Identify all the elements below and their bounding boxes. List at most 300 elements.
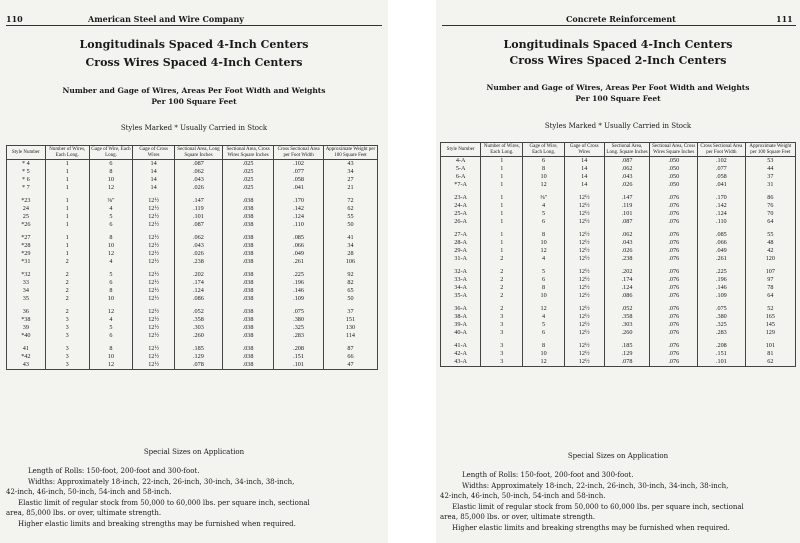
col-header: Gage of Wire, Each Long. [523, 143, 565, 157]
table-cell: 1 [45, 168, 89, 176]
table-row [7, 287, 378, 295]
table-cell: 31 [745, 181, 795, 189]
table-cell: 1 [481, 231, 523, 239]
table-cell: 3 [481, 329, 523, 337]
table-cell: 12½ [133, 295, 175, 303]
table-cell: .076 [650, 276, 698, 284]
table-cell: 14 [564, 181, 604, 189]
table-cell: 12½ [564, 350, 604, 358]
table-cell: 47 [323, 361, 377, 370]
table-cell: 8 [89, 234, 133, 242]
table-cell: .170 [274, 197, 324, 205]
table-cell: 6 [523, 157, 565, 166]
table-cell: .261 [698, 255, 746, 263]
table-cell: 107 [745, 268, 795, 276]
table-cell: 1 [481, 157, 523, 166]
table-cell: .076 [650, 313, 698, 321]
table-cell: 37 [323, 308, 377, 316]
table-cell: 1 [481, 247, 523, 255]
table-cell: 10 [523, 292, 565, 300]
table-row [7, 197, 378, 205]
right-page [436, 0, 800, 543]
table-cell: .041 [274, 184, 324, 192]
table-cell: 14 [133, 168, 175, 176]
table-cell: .109 [274, 295, 324, 303]
table-row [441, 247, 796, 255]
table-cell: .026 [175, 184, 223, 192]
table-cell: 55 [323, 213, 377, 221]
table-cell: .124 [175, 287, 223, 295]
table-cell: 5 [89, 213, 133, 221]
table-row [441, 350, 796, 358]
table-cell: .062 [604, 165, 650, 173]
wire-table [440, 142, 796, 367]
table-row [7, 184, 378, 192]
table-cell: 8 [89, 345, 133, 353]
table-cell: *26 [7, 221, 46, 229]
table-cell: 2 [45, 258, 89, 266]
table-cell: 6 [89, 279, 133, 287]
page-number: 111 [776, 14, 793, 24]
table-cell: 43-A [441, 358, 481, 367]
table-cell: 41 [7, 345, 46, 353]
table-cell: 26-A [441, 218, 481, 226]
table-cell: .038 [222, 279, 273, 287]
table-cell: 44 [745, 165, 795, 173]
table-cell: *31 [7, 258, 46, 266]
table-cell: 12½ [564, 255, 604, 263]
table-cell: 4 [523, 313, 565, 321]
table-cell: 43 [323, 160, 377, 169]
table-cell: .050 [650, 165, 698, 173]
table-cell: 1 [45, 213, 89, 221]
table-cell: .146 [274, 287, 324, 295]
note-higher: Higher elastic limits and breaking strengths may be furnished when required. [452, 523, 730, 532]
table-cell: 39-A [441, 321, 481, 329]
table-cell: *27 [7, 234, 46, 242]
col-header: Sectional Area, Cross Wires Square Inches [650, 143, 698, 157]
table-cell: 4 [89, 316, 133, 324]
table-cell: .303 [175, 324, 223, 332]
table-cell: 29-A [441, 247, 481, 255]
table-header-row [7, 146, 378, 160]
table-cell: *23 [7, 197, 46, 205]
table-cell: 39 [7, 324, 46, 332]
table-cell: 3 [45, 324, 89, 332]
table-cell: 12½ [564, 194, 604, 202]
col-header: Sectional Area, Long Square Inches [175, 146, 223, 160]
table-cell: 14 [133, 176, 175, 184]
table-cell: .026 [175, 250, 223, 258]
table-row [441, 231, 796, 239]
table-cell: .025 [222, 184, 273, 192]
running-head: Concrete Reinforcement [566, 14, 676, 24]
table-cell: .358 [604, 313, 650, 321]
table-cell: 34 [323, 242, 377, 250]
table-cell: 92 [323, 271, 377, 279]
table-cell: .038 [222, 353, 273, 361]
col-header: Sectional Area, Cross Wires Square Inches [222, 146, 273, 160]
table-cell: 62 [323, 205, 377, 213]
table-cell: .077 [698, 165, 746, 173]
table-cell: 33 [7, 279, 46, 287]
table-cell: 2 [481, 268, 523, 276]
table-cell: .174 [604, 276, 650, 284]
note-higher: Higher elastic limits and breaking strengths may be furnished when required. [18, 519, 296, 528]
table-cell: .076 [650, 194, 698, 202]
table-cell: .124 [604, 284, 650, 292]
table-cell: .062 [604, 231, 650, 239]
table-cell: .076 [650, 284, 698, 292]
table-cell: .142 [274, 205, 324, 213]
table-cell: .238 [604, 255, 650, 263]
table-cell: 5 [523, 268, 565, 276]
table-cell: 3 [45, 353, 89, 361]
table-cell: 10 [523, 173, 565, 181]
table-cell: .208 [698, 342, 746, 350]
table-cell: .050 [650, 173, 698, 181]
table-cell: 34 [7, 287, 46, 295]
table-cell: 12½ [133, 271, 175, 279]
table-cell: .151 [698, 350, 746, 358]
table-cell: 12 [523, 247, 565, 255]
table-cell: .225 [274, 271, 324, 279]
table-cell: 12½ [564, 313, 604, 321]
table-cell: 12½ [133, 221, 175, 229]
table-cell: .085 [698, 231, 746, 239]
table-cell: 3 [45, 361, 89, 370]
table-cell: 12½ [133, 279, 175, 287]
note-widths-cont: 42-inch, 46-inch, 50-inch, 54-inch and 58-inch. [440, 492, 606, 500]
table-cell: 114 [323, 332, 377, 340]
table-cell: 6 [89, 160, 133, 169]
table-cell: 2 [45, 287, 89, 295]
table-cell: 3 [45, 316, 89, 324]
table-cell: 12 [89, 184, 133, 192]
table-cell: 8 [89, 168, 133, 176]
table-row [7, 234, 378, 242]
col-header: Number of Wires, Each Long. [45, 146, 89, 160]
note-length: Length of Rolls: 150-foot, 200-foot and 300-foot. [28, 467, 200, 475]
table-cell: .026 [604, 181, 650, 189]
table-cell: 1 [45, 234, 89, 242]
table-cell: 12½ [133, 205, 175, 213]
notes-block [6, 466, 384, 529]
table-cell: 12½ [564, 329, 604, 337]
note-widths: Widths: Approximately 18-inch, 22-inch, 26-inch, 30-inch, 34-inch, 38-inch, [28, 477, 295, 486]
table-cell: 4 [89, 258, 133, 266]
table-cell: 33-A [441, 276, 481, 284]
table-row [441, 329, 796, 337]
table-cell: .038 [222, 197, 273, 205]
table-cell: .101 [274, 361, 324, 370]
table-cell: 12½ [133, 361, 175, 370]
table-row [441, 276, 796, 284]
table-cell: 23-A [441, 194, 481, 202]
table-cell: 1 [481, 181, 523, 189]
table-cell: 1 [45, 250, 89, 258]
table-cell: 10 [523, 239, 565, 247]
table-cell: 12½ [564, 239, 604, 247]
table-cell: 120 [745, 255, 795, 263]
table-cell: 12½ [564, 342, 604, 350]
note-elastic-cont: area, 85,000 lbs. or over, ultimate strength. [6, 509, 162, 517]
table-cell: 42 [745, 247, 795, 255]
table-cell: 62 [745, 358, 795, 367]
table-cell: .062 [175, 168, 223, 176]
table-cell: 50 [323, 221, 377, 229]
table-cell: 1 [481, 165, 523, 173]
col-header: Gage of Cross Wires [564, 143, 604, 157]
table-cell: .038 [222, 332, 273, 340]
table-cell: *40 [7, 332, 46, 340]
table-cell: 2 [481, 305, 523, 313]
table-row [7, 316, 378, 324]
table-cell: 55 [745, 231, 795, 239]
table-cell: .038 [222, 361, 273, 370]
table-cell: .075 [698, 305, 746, 313]
table-cell: .358 [175, 316, 223, 324]
table-row [441, 321, 796, 329]
table-cell: 14 [133, 160, 175, 169]
table-cell: 25 [7, 213, 46, 221]
table-cell: 42-A [441, 350, 481, 358]
note-widths: Widths: Approximately 18-inch, 22-inch, 26-inch, 30-inch, 34-inch, 38-inch, [462, 481, 729, 490]
table-row [7, 242, 378, 250]
table-cell: 12½ [133, 332, 175, 340]
table-cell: ⅜" [89, 197, 133, 205]
table-cell: .043 [604, 239, 650, 247]
table-cell: 1 [45, 205, 89, 213]
table-cell: .119 [175, 205, 223, 213]
table-cell: 12½ [564, 210, 604, 218]
table-cell: .038 [222, 213, 273, 221]
table-cell: .038 [222, 345, 273, 353]
table-cell: .076 [650, 268, 698, 276]
table-cell: 1 [481, 202, 523, 210]
table-cell: 1 [481, 210, 523, 218]
table-cell: .041 [698, 181, 746, 189]
table-cell: .076 [650, 342, 698, 350]
table-cell: 36-A [441, 305, 481, 313]
table-cell: 106 [323, 258, 377, 266]
table-cell: .185 [604, 342, 650, 350]
table-cell: 6 [89, 332, 133, 340]
table-row [7, 345, 378, 353]
table-row [441, 292, 796, 300]
table-cell: 12 [89, 308, 133, 316]
table-row [7, 279, 378, 287]
table-cell: 3 [45, 332, 89, 340]
table-cell: 24 [7, 205, 46, 213]
table-cell: 1 [481, 194, 523, 202]
table-cell: 53 [745, 157, 795, 166]
header-rule [442, 25, 796, 26]
table-cell: 145 [745, 321, 795, 329]
table-cell: .076 [650, 305, 698, 313]
table-cell: .208 [274, 345, 324, 353]
table-cell: 24-A [441, 202, 481, 210]
table-row [7, 205, 378, 213]
table-row [441, 194, 796, 202]
table-cell: 12½ [564, 305, 604, 313]
table-cell: 8 [523, 342, 565, 350]
table-cell: 27-A [441, 231, 481, 239]
title-line-1: Longitudinals Spaced 4-Inch Centers [79, 38, 309, 51]
table-cell: .038 [222, 250, 273, 258]
special-sizes: Special Sizes on Application [567, 452, 669, 460]
table-cell: 12 [89, 250, 133, 258]
table-cell: .146 [698, 284, 746, 292]
table-cell: .102 [698, 157, 746, 166]
table-cell: 86 [745, 194, 795, 202]
table-cell: .109 [698, 292, 746, 300]
table-cell: 12½ [564, 218, 604, 226]
table-cell: .062 [175, 234, 223, 242]
table-cell: .066 [274, 242, 324, 250]
table-cell: .261 [274, 258, 324, 266]
table-cell: * 5 [7, 168, 46, 176]
table-cell: 10 [89, 242, 133, 250]
table-cell: * 7 [7, 184, 46, 192]
table-cell: 2 [45, 279, 89, 287]
table-cell: .038 [222, 271, 273, 279]
table-cell: 12½ [133, 242, 175, 250]
table-cell: 6 [523, 218, 565, 226]
table-cell: 5 [89, 271, 133, 279]
table-cell: 12½ [133, 345, 175, 353]
table-row [7, 221, 378, 229]
table-cell: 21 [323, 184, 377, 192]
table-cell: .038 [222, 324, 273, 332]
table-cell: 2 [481, 276, 523, 284]
table-cell: 1 [45, 221, 89, 229]
table-cell: 40-A [441, 329, 481, 337]
table-row [441, 202, 796, 210]
table-row [7, 271, 378, 279]
table-cell: 64 [745, 218, 795, 226]
table-cell: *42 [7, 353, 46, 361]
table-cell: .142 [698, 202, 746, 210]
left-page [0, 0, 388, 543]
table-row [441, 342, 796, 350]
table-cell: .202 [604, 268, 650, 276]
table-row [7, 160, 378, 169]
table-cell: *28 [7, 242, 46, 250]
table-cell: .086 [175, 295, 223, 303]
table-cell: .026 [604, 247, 650, 255]
table-cell: 12½ [133, 316, 175, 324]
table-cell: 82 [323, 279, 377, 287]
table-cell: 12 [523, 305, 565, 313]
table-cell: 6 [523, 276, 565, 284]
table-cell: .101 [698, 358, 746, 367]
table-cell: 12½ [133, 250, 175, 258]
table-cell: 66 [323, 353, 377, 361]
table-cell: .038 [222, 242, 273, 250]
table-cell: 130 [323, 324, 377, 332]
table-cell: 12½ [133, 308, 175, 316]
table-row [7, 258, 378, 266]
table-row [441, 255, 796, 263]
table-cell: .049 [698, 247, 746, 255]
table-cell: 2 [481, 284, 523, 292]
table-row [7, 361, 378, 370]
note-elastic-cont: area, 85,000 lbs. or over, ultimate strength. [440, 513, 596, 521]
table-row [7, 308, 378, 316]
table-cell: .147 [175, 197, 223, 205]
table-cell: 14 [564, 157, 604, 166]
table-cell: .050 [650, 181, 698, 189]
table-cell: 38-A [441, 313, 481, 321]
table-cell: 70 [745, 210, 795, 218]
table-cell: .283 [274, 332, 324, 340]
table-cell: 34 [323, 168, 377, 176]
table-cell: .380 [274, 316, 324, 324]
col-header: Style Number [441, 143, 481, 157]
table-cell: .260 [175, 332, 223, 340]
table-cell: 27 [323, 176, 377, 184]
note-widths-cont: 42-inch, 46-inch, 50-inch, 54-inch and 58-inch. [6, 488, 172, 496]
title-line-2: Cross Wires Spaced 2-Inch Centers [509, 54, 727, 67]
table-row [441, 305, 796, 313]
table-cell: 3 [481, 342, 523, 350]
table-cell: *29 [7, 250, 46, 258]
table-cell: .043 [175, 176, 223, 184]
table-row [7, 324, 378, 332]
table-cell: 8 [523, 165, 565, 173]
table-cell: 3 [481, 350, 523, 358]
table-cell: 1 [45, 242, 89, 250]
table-cell: 31-A [441, 255, 481, 263]
table-cell: 32-A [441, 268, 481, 276]
table-cell: .129 [175, 353, 223, 361]
table-cell: .110 [274, 221, 324, 229]
table-row [441, 181, 796, 189]
table-body [7, 160, 378, 370]
note-elastic: Elastic limit of regular stock from 50,000 to 60,000 lbs. per square inch, sectional [18, 498, 310, 507]
table-cell: 12½ [564, 284, 604, 292]
table-cell: 1 [45, 197, 89, 205]
col-header: Sectional Area, Long. Square Inches [604, 143, 650, 157]
table-cell: 4 [523, 255, 565, 263]
running-head: American Steel and Wire Company [88, 14, 244, 24]
notes-block [440, 470, 798, 533]
table-cell: .102 [274, 160, 324, 169]
table-cell: 1 [45, 184, 89, 192]
table-cell: *38 [7, 316, 46, 324]
table-row [441, 313, 796, 321]
table-cell: .174 [175, 279, 223, 287]
table-row [7, 332, 378, 340]
col-header: Style Number [7, 146, 46, 160]
table-cell: .076 [650, 350, 698, 358]
styles-note: Styles Marked * Usually Carried in Stock [120, 124, 268, 132]
table-cell: .076 [650, 231, 698, 239]
table-cell: 72 [323, 197, 377, 205]
header-rule [6, 25, 382, 26]
table-cell: .087 [175, 160, 223, 169]
table-cell: .038 [222, 205, 273, 213]
table-cell: .066 [698, 239, 746, 247]
table-cell: 5-A [441, 165, 481, 173]
table-cell: 2 [45, 271, 89, 279]
table-cell: 8 [523, 284, 565, 292]
table-cell: 12½ [133, 213, 175, 221]
table-cell: 28-A [441, 239, 481, 247]
table-cell: .325 [274, 324, 324, 332]
table-cell: 41-A [441, 342, 481, 350]
